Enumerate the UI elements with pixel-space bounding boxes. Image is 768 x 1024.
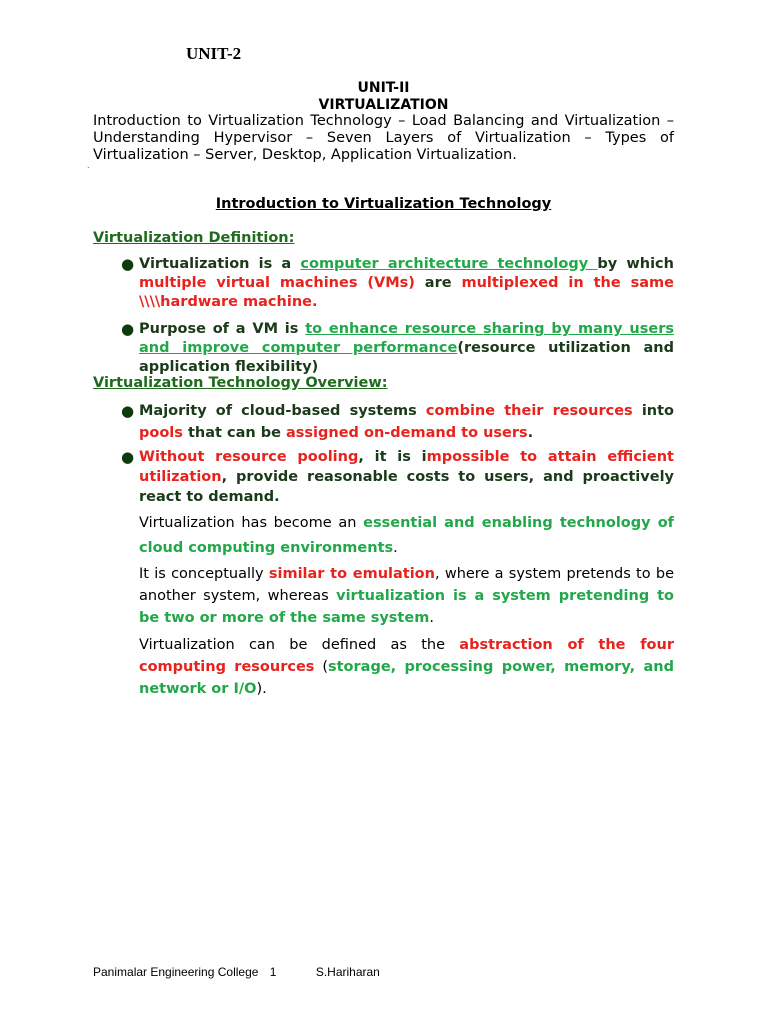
text: Majority of cloud-based systems <box>139 403 426 419</box>
highlight: similar to emulation <box>268 566 435 582</box>
unit-title: UNIT-II <box>357 80 410 96</box>
definition-bullet-2 <box>121 320 674 377</box>
highlight: pools <box>139 425 183 441</box>
text: , provide reasonable costs to users, and proactively react to demand. <box>139 469 674 505</box>
stray-mark: . <box>87 161 90 170</box>
topic-title: VIRTUALIZATION <box>318 97 449 113</box>
page-footer <box>93 965 380 979</box>
text: . <box>527 425 534 441</box>
text: into <box>632 403 675 419</box>
highlight: multiplexed in the same \\\\hardware machine. <box>139 275 674 310</box>
footer-page-number: 1 <box>269 965 277 979</box>
highlight: Without resource pooling <box>139 449 359 465</box>
bullet-dot: ● <box>121 448 135 466</box>
footer-college: Panimalar Engineering College <box>93 965 259 979</box>
bullet-dot: ● <box>121 402 135 420</box>
text: Purpose of a VM is <box>139 321 306 337</box>
overview-bullet-1 <box>121 400 675 444</box>
text: Virtualization has become an <box>139 515 364 531</box>
text: , it is i <box>358 449 427 465</box>
text: . <box>393 540 398 556</box>
text: (resource utilization and application flexibility) <box>139 340 674 375</box>
definition-bullet-1 <box>121 255 674 312</box>
link-text: computer architecture technology <box>300 256 598 272</box>
text: by which <box>597 256 674 272</box>
overview-heading: Virtualization Technology Overview: <box>93 375 388 391</box>
highlight: assigned on-demand to users <box>286 425 528 441</box>
highlight: abstraction of the four computing resources <box>139 637 674 675</box>
text: that can be <box>182 425 286 441</box>
link-text: to enhance resource sharing by many users and improve computer performance <box>139 321 674 356</box>
highlight: storage, processing power, memory, and network or I/O <box>139 659 674 697</box>
text: ). <box>256 681 267 697</box>
text: Virtualization is a <box>139 256 301 272</box>
highlight: essential and enabling technology of cloud computing environments <box>139 515 674 556</box>
text: are <box>414 275 462 291</box>
highlight: mpossible to attain efficient utilization <box>139 449 674 485</box>
highlight: virtualization is a system pretending to be two or more of the same system <box>139 588 674 626</box>
point-2 <box>139 563 674 629</box>
highlight: multiple virtual machines (VMs) <box>139 275 415 291</box>
section-heading: Introduction to Virtualization Technology <box>215 196 552 212</box>
text: Virtualization can be defined as the <box>139 637 460 653</box>
definition-heading: Virtualization Definition: <box>93 230 295 246</box>
text: It is conceptually <box>139 566 269 582</box>
highlight: combine their resources <box>425 403 633 419</box>
bullet-dot: ● <box>121 320 135 338</box>
unit-label: UNIT-2 <box>186 44 242 63</box>
text: , where a system pretends to be another system, whereas <box>139 566 674 604</box>
syllabus-paragraph: Introduction to Virtualization Technology – Load Balancing and Virtualization – Understanding Hypervisor – Seven Layers of Virtualization – Types of Virtualization – Server, Desktop, Application Virtualization. <box>93 113 674 163</box>
text: ( <box>314 659 328 675</box>
text: . <box>429 610 434 626</box>
bullet-dot: ● <box>121 255 135 273</box>
point-3 <box>139 634 674 700</box>
overview-bullet-2 <box>121 447 674 507</box>
point-1 <box>139 511 674 561</box>
footer-author: S.Hariharan <box>315 965 380 979</box>
